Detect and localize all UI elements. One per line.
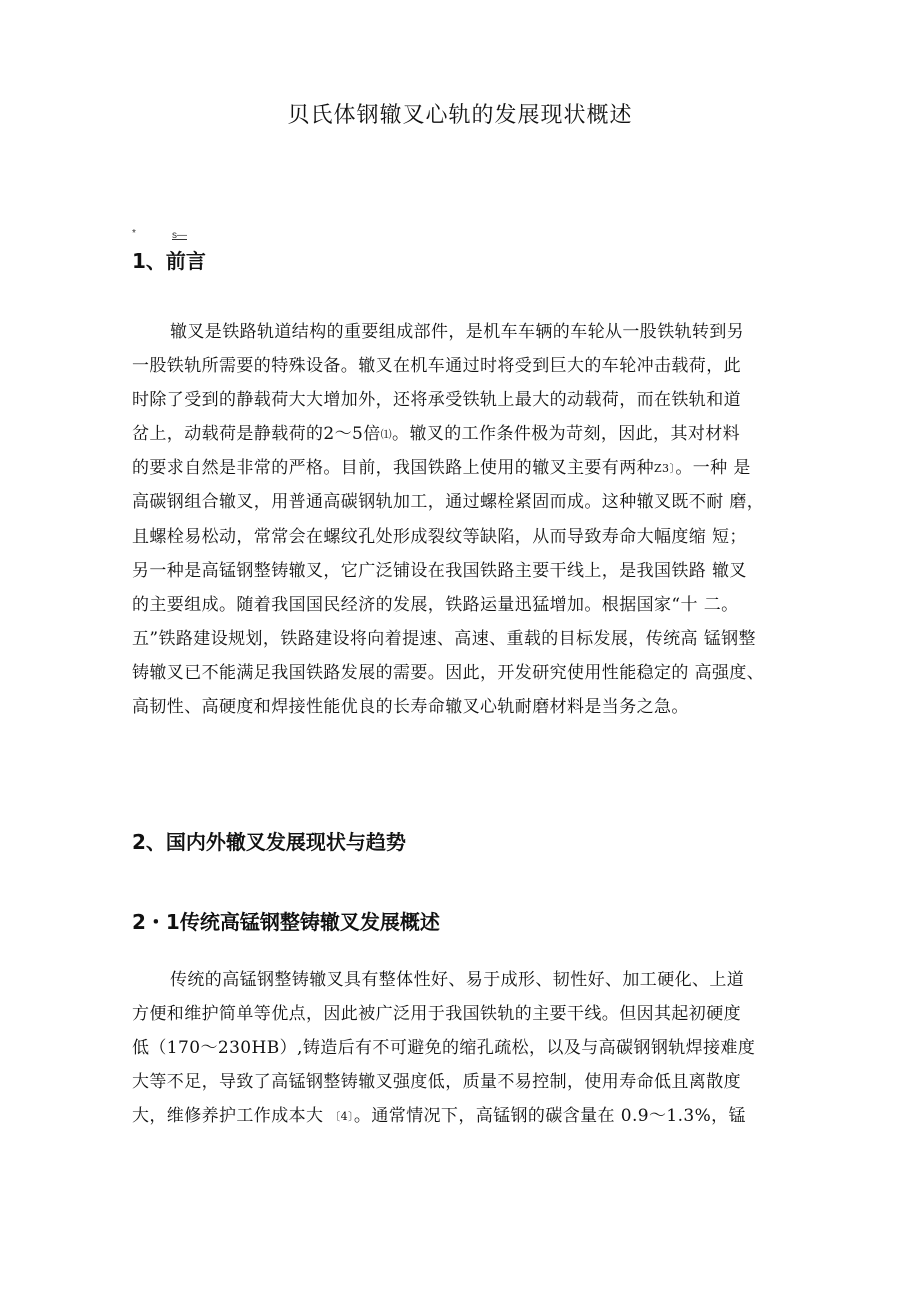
paragraph-line: 辙叉是铁路轨道结构的重要组成部件，是机车车辆的车轮从一股铁轨转到另 (170, 322, 745, 342)
paragraph-line: 方便和维护简单等优点，因此被广泛用于我国铁轨的主要干线。但因其起初硬度 (132, 1004, 741, 1025)
stray-mark-asterisk: * (132, 228, 136, 239)
line-text: 的要求自然是非常的严格。目前，我国铁路上使用的辙叉主要有两种 (132, 458, 654, 479)
paragraph-line: 低（170～230HB）,铸造后有不可避免的缩孔疏松，以及与高碳钢钢轨焊接难度 (132, 1038, 756, 1059)
citation-ref-2: Z3〕 (654, 462, 676, 476)
citation-ref-1: ⑴ (380, 428, 393, 442)
paragraph-line: 高碳钢组合辙叉，用普通高碳钢轨加工，通过螺栓紧固而成。这种辙叉既不耐 磨， (132, 492, 765, 513)
section-heading-1: 1、前言 (132, 249, 206, 273)
section-heading-2-1: 2・1传统高锰钢整铸辙叉发展概述 (132, 910, 440, 934)
stray-marks (132, 228, 187, 241)
paragraph-high-manganese (132, 963, 812, 1133)
paragraph-line: 的主要组成。随着我国国民经济的发展，铁路运量迅猛增加。根据国家“十 二。 (132, 594, 739, 615)
paragraph-introduction (132, 315, 812, 724)
stray-mark-s: s— (172, 230, 187, 241)
document-title: 贝氏体钢辙叉心轨的发展现状概述 (287, 103, 633, 128)
paragraph-line: 大等不足，导致了高锰钢整铸辙叉强度低，质量不易控制，使用寿命低且离散度 (132, 1072, 741, 1093)
paragraph-line (132, 451, 812, 485)
paragraph-line: 高韧性、高硬度和焊接性能优良的长寿命辙叉心轨耐磨材料是当务之急。 (132, 697, 689, 718)
paragraph-line: 另一种是高锰钢整铸辙叉，它广泛铺设在我国铁路主要干线上，是我国铁路 辙叉 (132, 560, 747, 581)
paragraph-line (132, 1099, 812, 1133)
line-text: 大，维修养护工作成本大 (132, 1106, 330, 1127)
paragraph-line: 且螺栓易松动，常常会在螺纹孔处形成裂纹等缺陷，从而导致寿命大幅度缩 短； (132, 526, 747, 547)
paragraph-line: 一股铁轨所需要的特殊设备。辙叉在机车通过时将受到巨大的车轮冲击载荷，此 (132, 356, 741, 377)
line-text: 岔上，动载荷是静载荷的2～5倍 (132, 424, 381, 445)
citation-ref-3: 〔4〕 (329, 1110, 354, 1124)
line-text: 。辙叉的工作条件极为苛刻，因此，其对材料 (392, 424, 741, 445)
paragraph-line: 铸辙叉已不能满足我国铁路发展的需要。因此，开发研究使用性能稳定的 高强度、 (132, 662, 765, 683)
paragraph-line: 五”铁路建设规划，铁路建设将向着提速、高速、重载的目标发展，传统高 锰钢整 (132, 628, 756, 649)
paragraph-line: 时除了受到的静载荷大大增加外，还将承受铁轨上最大的动载荷，而在铁轨和道 (132, 390, 741, 411)
paragraph-line (132, 417, 812, 451)
line-text: 。一种 是 (675, 458, 751, 479)
section-heading-2: 2、国内外辙叉发展现状与趋势 (132, 830, 406, 854)
line-text: 。通常情况下，高锰钢的碳含量在 0.9～1.3%，锰 (353, 1106, 746, 1127)
paragraph-line: 传统的高锰钢整铸辙叉具有整体性好、易于成形、韧性好、加工硬化、上道 (170, 970, 745, 990)
